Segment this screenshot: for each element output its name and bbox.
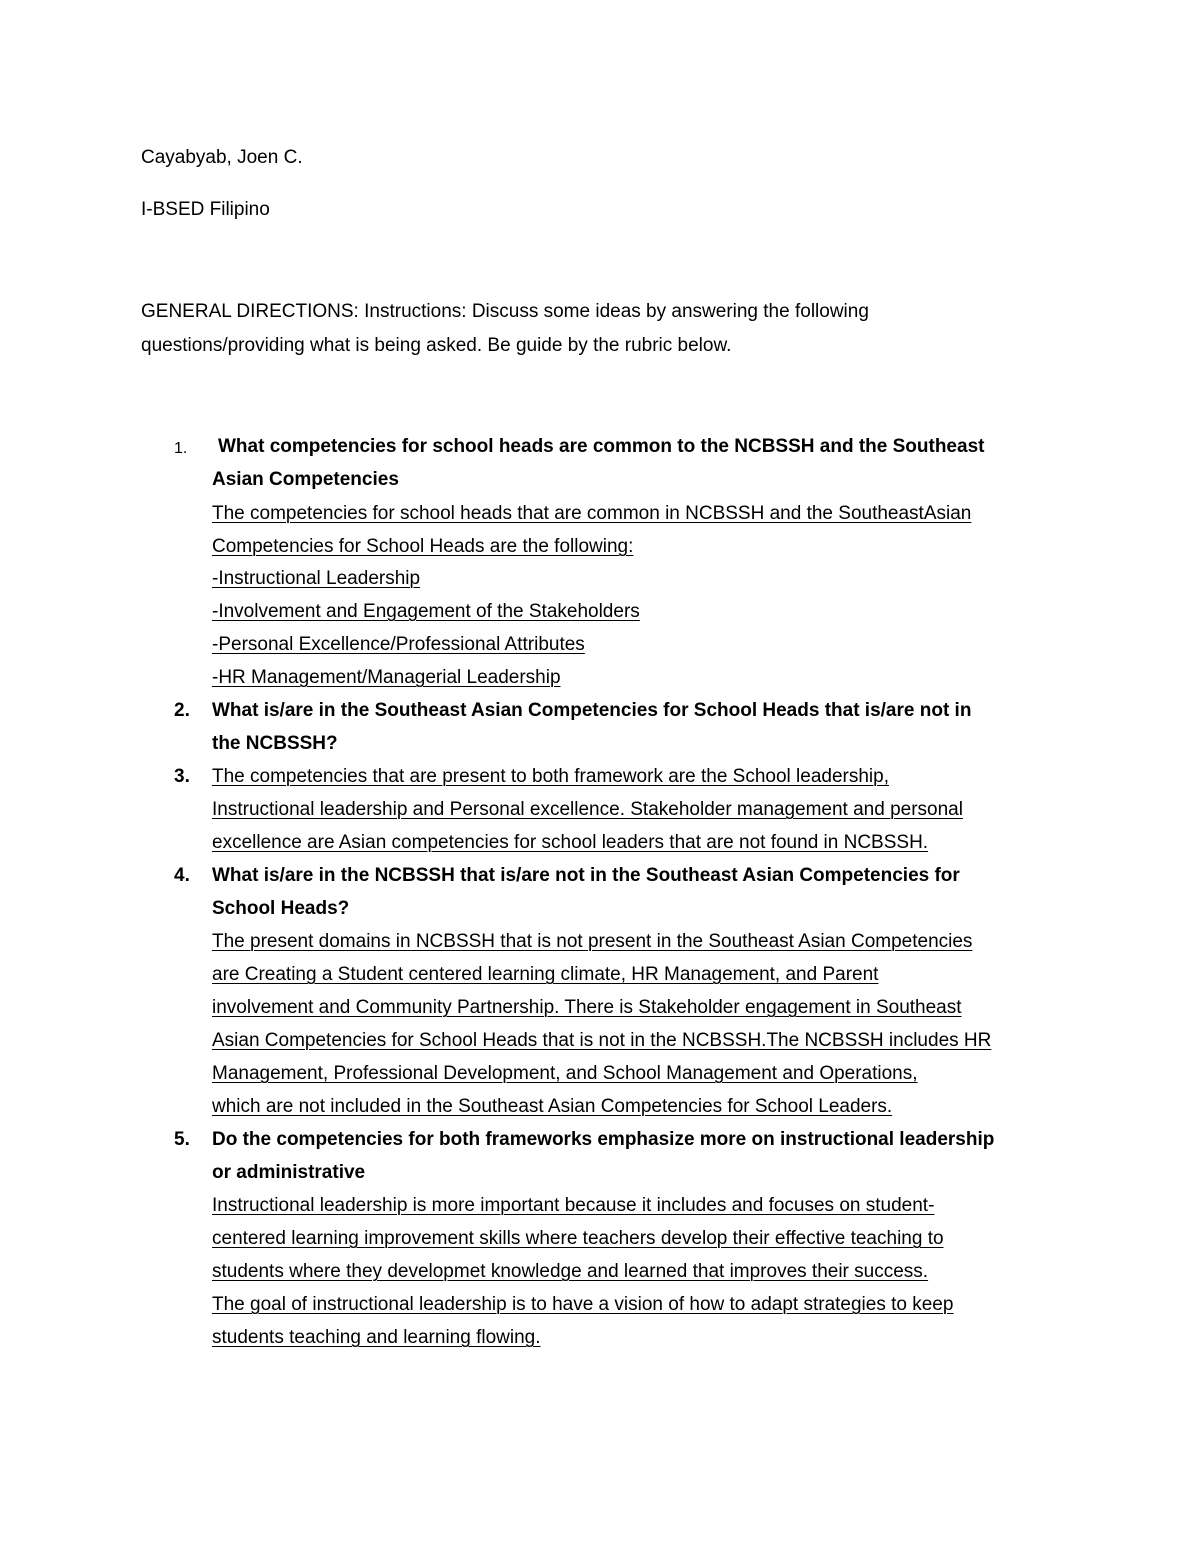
question-line: Do the competencies for both frameworks emphasize more on instructional leadership: [212, 1129, 995, 1150]
answer-line: excellence are Asian competencies for school leaders that are not found in NCBSSH.: [212, 832, 929, 853]
directions-line-2: questions/providing what is being asked. Be guide by the rubric below.: [141, 335, 732, 356]
answer-line: which are not included in the Southeast Asian Competencies for School Leaders.: [212, 1096, 893, 1117]
answer-line: Management, Professional Development, and School Management and Operations,: [212, 1063, 918, 1084]
directions-line-1: GENERAL DIRECTIONS: Instructions: Discuss some ideas by answering the following: [141, 301, 869, 322]
answer-line: -Instructional Leadership: [212, 568, 421, 589]
answer-line: Instructional leadership and Personal excellence. Stakeholder management and personal: [212, 799, 963, 820]
answer-line: involvement and Community Partnership. There is Stakeholder engagement in Southeast: [212, 997, 962, 1018]
answer-line: Asian Competencies for School Heads that is not in the NCBSSH.The NCBSSH includes HR: [212, 1030, 992, 1051]
answer-line: -Personal Excellence/Professional Attributes: [212, 634, 585, 655]
question-line: Asian Competencies: [212, 469, 399, 490]
answer-line: The competencies that are present to both framework are the School leadership,: [212, 766, 889, 787]
answer-line: The goal of instructional leadership is to have a vision of how to adapt strategies to keep: [212, 1294, 954, 1315]
answer-line: Competencies for School Heads are the following:: [212, 536, 634, 557]
item-number: 3.: [174, 766, 190, 787]
question-line: or administrative: [212, 1162, 366, 1183]
answer-line: are Creating a Student centered learning climate, HR Management, and Parent: [212, 964, 879, 985]
student-course: I-BSED Filipino: [141, 199, 270, 220]
answer-line: centered learning improvement skills where teachers develop their effective teaching to: [212, 1228, 944, 1249]
student-name: Cayabyab, Joen C.: [141, 147, 303, 168]
answer-line: The present domains in NCBSSH that is not present in the Southeast Asian Competencies: [212, 931, 973, 952]
answer-line: Instructional leadership is more important because it includes and focuses on student-: [212, 1195, 935, 1216]
answer-line: students where they developmet knowledge and learned that improves their success.: [212, 1261, 929, 1282]
question-line: What is/are in the NCBSSH that is/are not in the Southeast Asian Competencies for: [212, 865, 960, 886]
answer-line: students teaching and learning flowing.: [212, 1327, 541, 1348]
answer-line: The competencies for school heads that are common in NCBSSH and the SoutheastAsian: [212, 503, 972, 524]
question-line: What is/are in the Southeast Asian Competencies for School Heads that is/are not in: [212, 700, 972, 721]
answer-line: -Involvement and Engagement of the Stakeholders: [212, 601, 640, 622]
question-line: School Heads?: [212, 898, 350, 919]
question-line: the NCBSSH?: [212, 733, 338, 754]
item-number: 5.: [174, 1129, 190, 1150]
item-number: 4.: [174, 865, 190, 886]
item-number: 1.: [174, 440, 188, 457]
item-number: 2.: [174, 700, 190, 721]
answer-line: -HR Management/Managerial Leadership: [212, 667, 561, 688]
question-line: What competencies for school heads are common to the NCBSSH and the Southeast: [218, 436, 985, 457]
